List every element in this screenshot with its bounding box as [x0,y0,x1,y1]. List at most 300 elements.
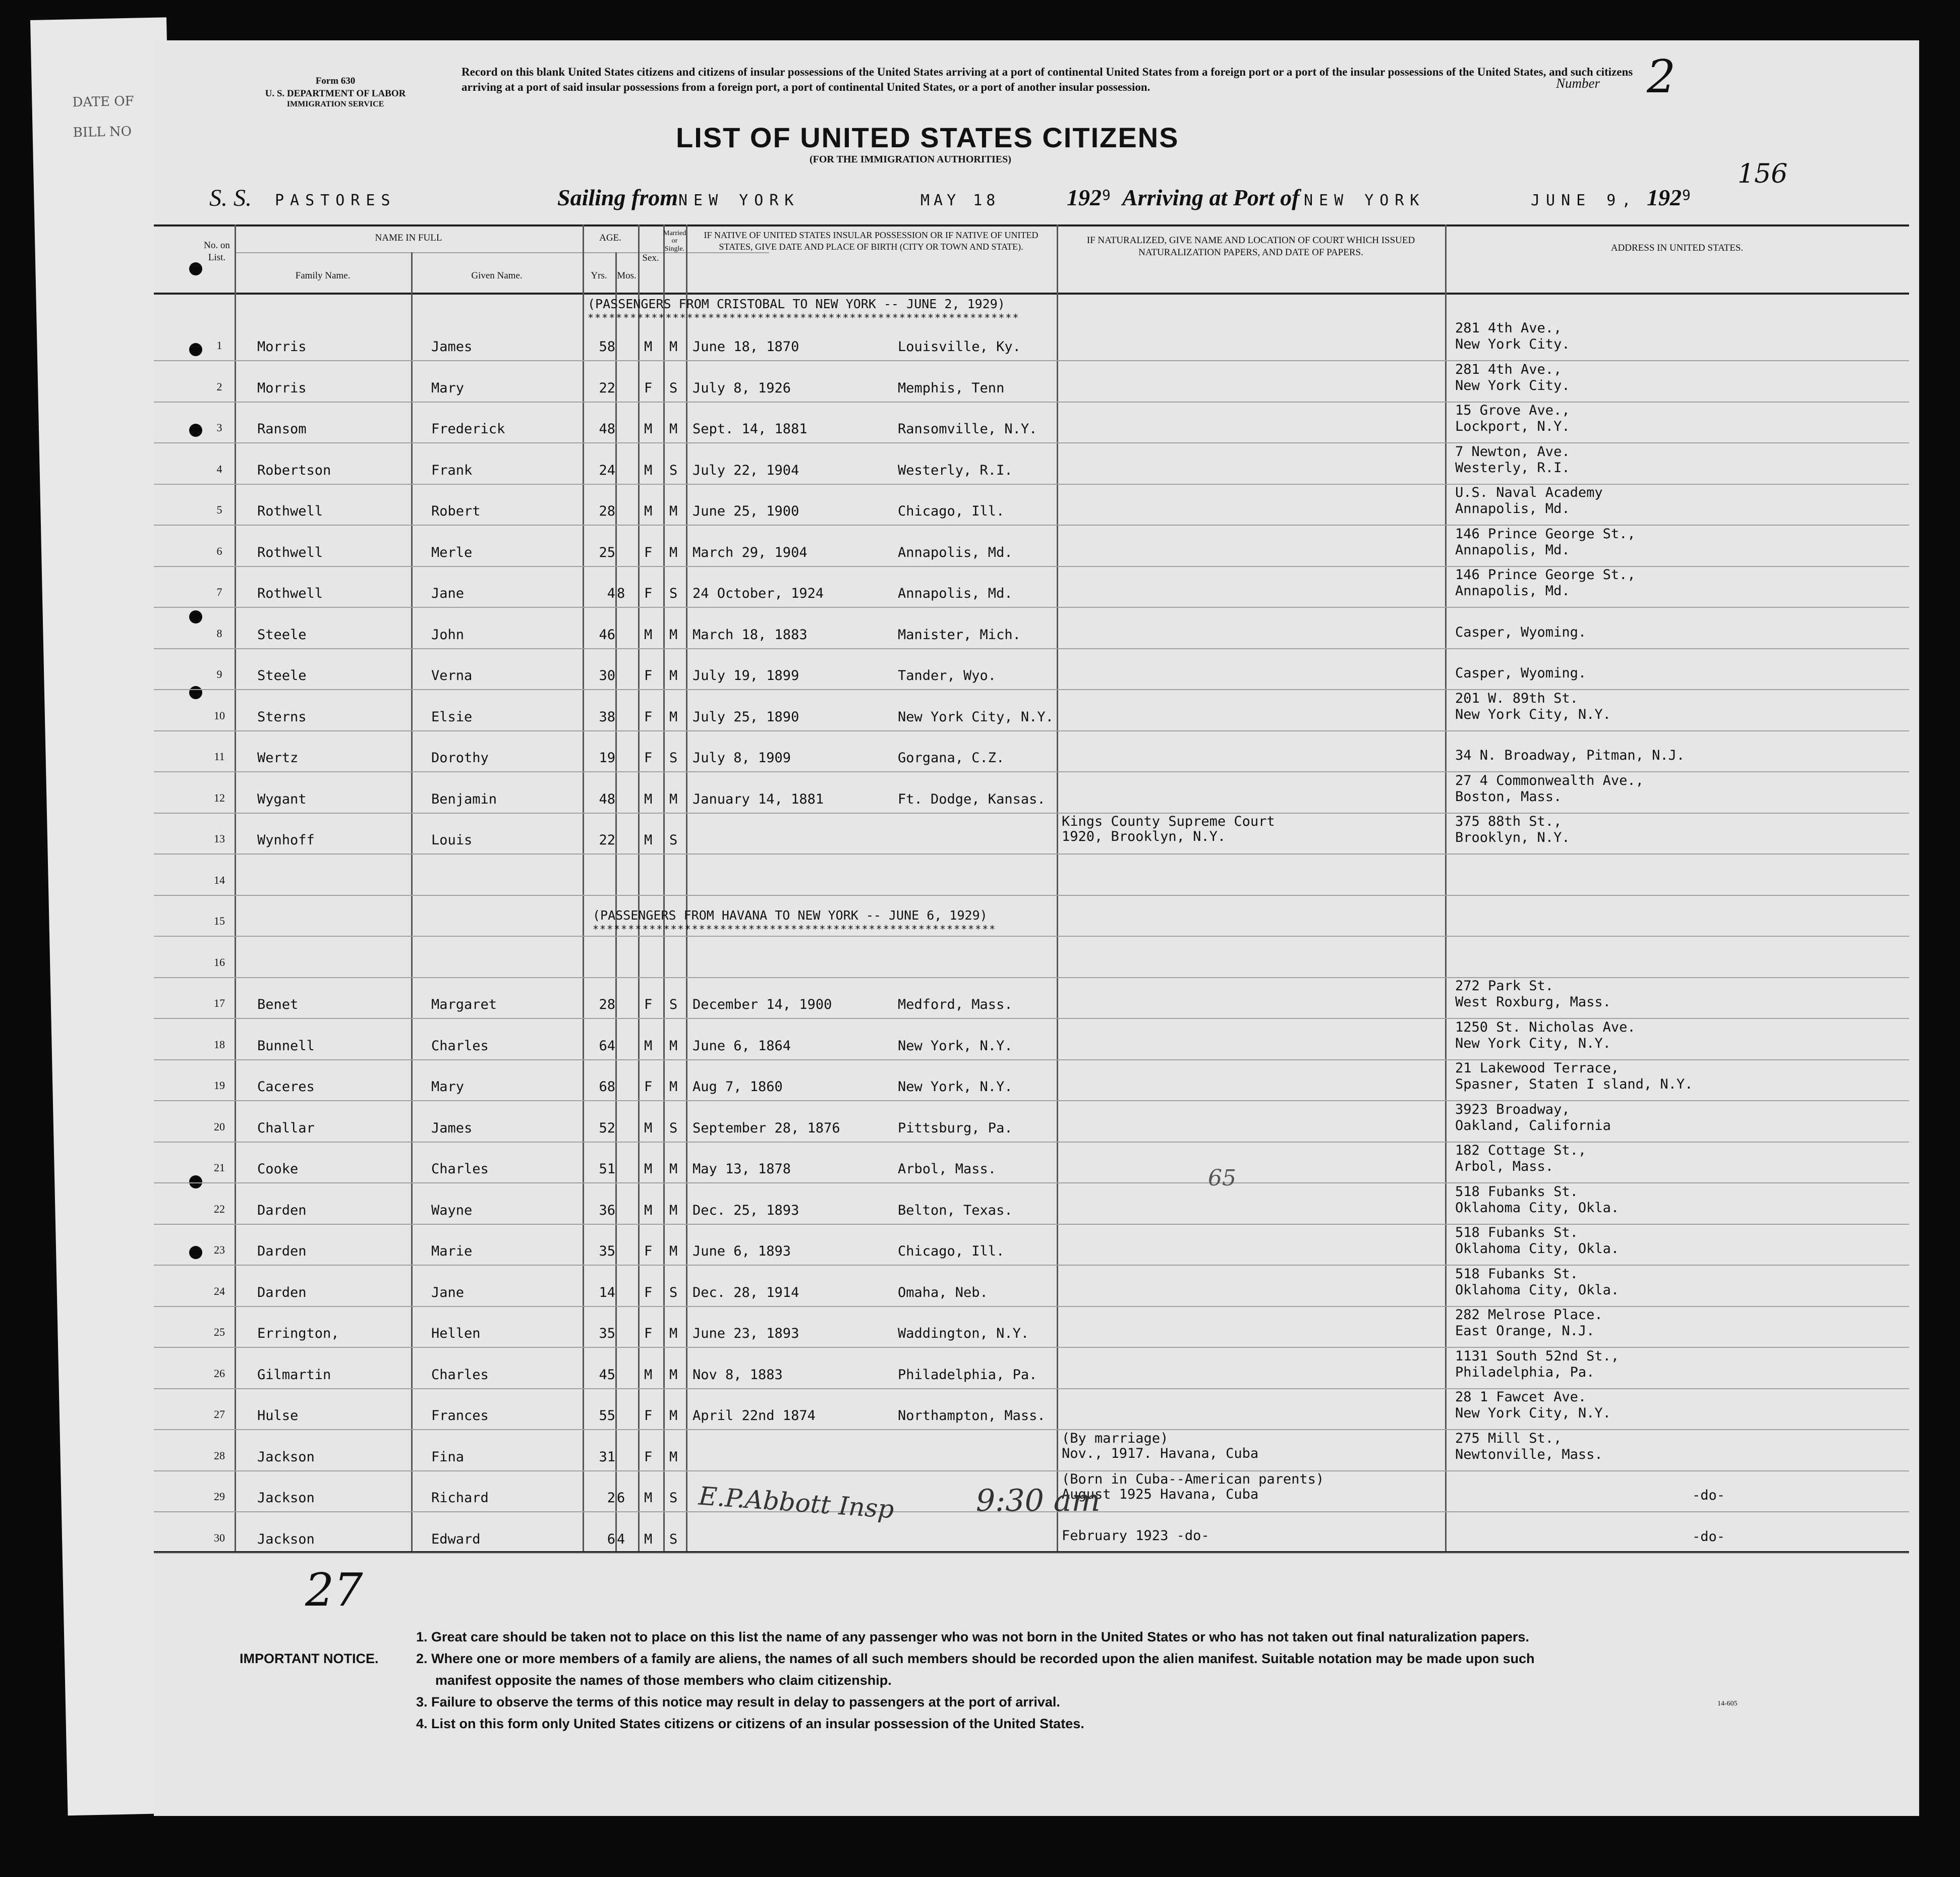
manifest-sheet [154,40,1919,1816]
col-header-family: Family Name. [295,270,351,281]
family-name: Rothwell [257,586,323,601]
age-years: 6 [607,1531,615,1547]
birth-date: July 25, 1890 [693,709,799,725]
birth-place: Belton, Texas. [898,1202,1013,1218]
given-name: James [431,339,473,355]
sex: M [644,791,653,807]
birth-date: December 14, 1900 [693,997,832,1012]
address-line-2: Brooklyn, N.Y. [1455,830,1570,845]
address-line-1: 3923 Broadway, [1455,1101,1570,1117]
col-divider [411,252,413,1551]
birth-place: Annapolis, Md. [898,544,1013,560]
given-name: Benjamin [431,791,497,807]
birth-place: Ransomville, N.Y. [898,421,1037,437]
age-months: 4 [617,1531,625,1547]
given-name: Charles [431,1367,489,1383]
row-number: 24 [214,1284,225,1297]
given-name: Wayne [431,1202,473,1218]
arrival-date: JUNE 9, [1531,192,1637,209]
row-rule [154,936,1909,937]
row-rule [154,1018,1909,1019]
address-line-2: Spasner, Staten I sland, N.Y. [1455,1076,1693,1092]
age-years: 24 [599,462,615,478]
col-divider [583,224,584,1551]
col-divider [663,224,665,1551]
address-line-1: 201 W. 89th St. [1455,690,1578,706]
address-line-1: 281 4th Ave., [1455,361,1562,377]
page-number: 156 [1738,159,1788,189]
address-line-1: 7 Newton, Ave. [1455,443,1570,460]
marital-status: S [669,750,678,766]
sex: M [644,832,653,848]
address-line-2: Oklahoma City, Okla. [1455,1241,1620,1257]
birth-place: Northampton, Mass. [898,1408,1046,1424]
sex: M [644,1367,653,1383]
row-number: 17 [214,997,225,1009]
sex: M [644,1202,653,1218]
birth-date: June 23, 1893 [693,1326,799,1341]
address-line-2: Arbol, Mass. [1455,1159,1554,1174]
family-name: Gilmartin [257,1367,331,1383]
naturalization-court: (Born in Cuba--American parents) [1062,1471,1324,1487]
marital-status: S [669,1120,678,1136]
address-line-2: 34 N. Broadway, Pitman, N.J. [1455,748,1685,763]
marital-status: S [669,1531,678,1547]
birth-date: June 6, 1864 [693,1038,791,1054]
sex: M [644,627,653,643]
sex: F [644,586,653,601]
given-name: Charles [431,1161,489,1177]
family-name: Cooke [257,1161,299,1177]
address-line-1: 518 Fubanks St. [1455,1183,1578,1200]
given-name: Jane [431,586,465,601]
row-rule [154,1347,1909,1348]
age-years: 48 [599,791,615,807]
passenger-count: 27 [305,1564,363,1617]
address-line-2: Annapolis, Md. [1455,583,1570,599]
form-code: 14-605 [1717,1700,1738,1708]
section-header-cristobal: (PASSENGERS FROM CRISTOBAL TO NEW YORK -- JUNE 2, 1929) [588,297,1005,311]
year-prefix-1: 192 [1067,185,1102,210]
row-rule [154,689,1909,690]
col-header-sex: Sex. [642,253,659,263]
family-name: Morris [257,380,307,396]
row-rule [154,1429,1909,1430]
family-name: Ransom [257,421,307,437]
family-name: Darden [257,1243,307,1259]
marital-status: S [669,997,678,1012]
birth-date: June 18, 1870 [693,339,799,355]
row-rule [154,977,1909,978]
sex: F [644,997,653,1012]
birth-place: Pittsburg, Pa. [898,1120,1013,1136]
col-header-mos: Mos. [617,270,637,281]
sex: M [644,1120,653,1136]
age-years: 4 [607,586,615,601]
col-header-name: NAME IN FULL [375,233,442,243]
marital-status: M [669,1449,678,1465]
address-line-1: 27 4 Commonwealth Ave., [1455,772,1644,788]
sex: F [644,709,653,725]
address-line-2: New York City, N.Y. [1455,706,1611,722]
family-name: Challar [257,1120,315,1136]
age-years: 22 [599,380,615,396]
row-number: 12 [214,791,225,804]
sex: F [644,668,653,684]
row-rule [154,607,1909,608]
age-years: 51 [599,1161,615,1177]
arriving-label: Arriving at Port of [1122,185,1300,210]
manifest-table [154,40,1919,1655]
row-number: 6 [216,544,222,557]
birth-date: July 8, 1909 [693,750,791,766]
naturalization-court: Kings County Supreme Court [1062,814,1275,829]
sex: M [644,503,653,519]
sex: M [644,421,653,437]
birth-place: New York, N.Y. [898,1079,1013,1095]
year-2: 9 [1682,187,1691,203]
row-rule [154,1388,1909,1389]
age-years: 45 [599,1367,615,1383]
sex: M [644,1490,653,1506]
sailing-label: Sailing from [557,185,678,210]
address-line-2: New York City, N.Y. [1455,1035,1611,1051]
birth-date: 24 October, 1924 [693,586,824,601]
given-name: Charles [431,1038,489,1054]
row-rule [154,771,1909,772]
age-years: 68 [599,1079,615,1095]
sex: F [644,1449,653,1465]
page-title: LIST OF UNITED STATES CITIZENS [676,122,1179,153]
address-line-1: 21 Lakewood Terrace, [1455,1060,1620,1076]
marital-status: M [669,544,678,560]
row-number: 21 [214,1161,225,1174]
row-rule [154,402,1909,403]
birth-date: September 28, 1876 [693,1120,840,1136]
birth-place: Chicago, Ill. [898,503,1005,519]
address-line-2: Westerly, R.I. [1455,460,1570,476]
number-label: Number [1556,76,1600,91]
family-name: Wertz [257,750,299,766]
sex: F [644,1408,653,1424]
marital-status: M [669,709,678,725]
row-number: 28 [214,1449,225,1462]
section-stars-havana: ********************************************************* [593,923,997,935]
address-line-1: U.S. Naval Academy [1455,485,1603,500]
given-name: Fina [431,1449,465,1465]
address-line-2: East Orange, N.J. [1455,1323,1595,1339]
marital-status: S [669,462,678,478]
age-years: 2 [607,1490,615,1506]
row-number: 20 [214,1120,225,1133]
address-line-1: 281 4th Ave., [1455,320,1562,336]
age-years: 38 [599,709,615,725]
family-name: Errington, [257,1326,339,1341]
sex: F [644,1326,653,1341]
margin-mark: 65 [1208,1165,1236,1191]
col-divider [1057,224,1058,1551]
marital-status: M [669,339,678,355]
row-rule [154,1100,1909,1101]
birth-place: Medford, Mass. [898,997,1013,1012]
given-name: Louis [431,832,473,848]
marital-status: M [669,1161,678,1177]
age-years: 46 [599,627,615,643]
address-line-2: -do- [1692,1528,1725,1545]
ship-name: PASTORES [275,192,396,209]
row-number: 15 [214,915,225,927]
given-name: Frank [431,462,473,478]
given-name: Verna [431,668,473,684]
notice-item-2: 2. Where one or more members of a family are aliens, the names of all such members should be recorded upon the alien manifest. Suitable notation may be made upon such [416,1651,1535,1666]
address-line-1: 375 88th St., [1455,814,1562,829]
to-port: NEW YORK [1304,192,1425,209]
age-years: 25 [599,544,615,560]
notice-item-3: 3. Failure to observe the terms of this notice may result in delay to passengers at the port of arrival. [416,1694,1060,1710]
age-years: 36 [599,1202,615,1218]
birth-date: Dec. 28, 1914 [693,1284,799,1300]
family-name: Morris [257,339,307,355]
sex: F [644,750,653,766]
col-header-no: No. on List. [204,240,230,263]
marital-status: M [669,1038,678,1054]
notice-item-2-cont: manifest opposite the names of those members who claim citizenship. [435,1673,892,1688]
birth-place: Annapolis, Md. [898,586,1013,601]
address-line-1: 272 Park St. [1455,978,1554,994]
year-1: 9 [1102,187,1111,203]
col-divider [686,224,687,1551]
age-years: 14 [599,1284,615,1300]
row-rule [154,1224,1909,1225]
address-line-2: Annapolis, Md. [1455,542,1570,558]
address-line-2: New York City. [1455,377,1570,393]
service: IMMIGRATION SERVICE [286,100,384,108]
birth-date: January 14, 1881 [693,791,824,807]
naturalization-detail: February 1923 -do- [1062,1527,1209,1544]
row-rule [154,813,1909,814]
age-years: 64 [599,1038,615,1054]
row-number: 2 [216,380,222,393]
birth-place: Philadelphia, Pa. [898,1367,1037,1383]
strip-label-bill: BILL NO [73,124,132,141]
notice-item-4: 4. List on this form only United States citizens or citizens of an insular possession of the United States. [416,1716,1084,1731]
age-months: 8 [617,586,625,601]
address-line-2: Newtonville, Mass. [1455,1446,1603,1462]
name-header-rule [235,252,769,253]
given-name: Hellen [431,1326,481,1341]
row-rule [154,648,1909,649]
birth-date: Nov 8, 1883 [693,1367,783,1383]
given-name: Mary [431,1079,465,1095]
number-value: 2 [1647,50,1676,103]
row-rule [154,360,1909,361]
col-divider [1445,224,1447,1551]
address-line-1: 182 Cottage St., [1455,1143,1587,1158]
row-rule [154,566,1909,567]
family-name: Robertson [257,462,331,478]
age-years: 31 [599,1449,615,1465]
birth-place: Louisville, Ky. [898,339,1021,355]
family-name: Steele [257,668,307,684]
row-number: 1 [216,339,222,352]
row-rule [154,484,1909,485]
naturalization-court: (By marriage) [1062,1430,1169,1446]
age-years: 55 [599,1408,615,1424]
birth-date: July 8, 1926 [693,380,791,396]
birth-date: April 22nd 1874 [693,1408,816,1424]
col-divider [638,224,640,1551]
address-line-2: Oakland, California [1455,1117,1611,1133]
sex: F [644,544,653,560]
family-name: Bunnell [257,1038,315,1054]
birth-date: May 13, 1878 [693,1161,791,1177]
family-name: Wynhoff [257,832,315,848]
address-line-2: Philadelphia, Pa. [1455,1364,1595,1380]
age-years: 22 [599,832,615,848]
birth-place: Tander, Wyo. [898,668,997,684]
marital-status: M [669,627,678,643]
sex: F [644,380,653,396]
row-number: 8 [216,627,222,640]
age-years: 35 [599,1243,615,1259]
from-port: NEW YORK [678,192,800,209]
birth-place: Manister, Mich. [898,627,1021,643]
given-name: James [431,1120,473,1136]
marital-status: S [669,832,678,848]
col-header-address: ADDRESS IN UNITED STATES. [1610,243,1744,253]
given-name: Frederick [431,421,505,437]
row-rule [154,1182,1909,1183]
sex: F [644,1079,653,1095]
given-name: Merle [431,544,473,560]
address-line-2: Boston, Mass. [1455,788,1562,805]
row-number: 9 [216,668,222,680]
age-years: 19 [599,750,615,766]
birth-date: Sept. 14, 1881 [693,421,808,437]
address-line-1: 146 Prince George St., [1455,526,1636,542]
address-line-2: Annapolis, Md. [1455,501,1570,517]
inspection-time: 9:30 am [976,1483,1101,1518]
marital-status: M [669,1202,678,1218]
age-years: 30 [599,668,615,684]
section-header-havana: (PASSENGERS FROM HAVANA TO NEW YORK -- JUNE 6, 1929) [593,908,988,923]
col-divider [615,252,617,1551]
birth-date: March 29, 1904 [693,544,808,560]
address-line-1: 282 Melrose Place. [1455,1307,1603,1323]
birth-date: June 25, 1900 [693,503,799,519]
given-name: Frances [431,1408,489,1424]
address-line-2: Casper, Wyoming. [1455,624,1587,640]
family-name: Steele [257,627,307,643]
birth-place: Memphis, Tenn [898,380,1005,396]
birth-date: Dec. 25, 1893 [693,1202,799,1218]
address-line-2: Oklahoma City, Okla. [1455,1200,1620,1216]
sex: F [644,1284,653,1300]
inspector-signature: E.P.Abbott Insp [698,1481,895,1524]
given-name: Richard [431,1490,489,1506]
family-name: Caceres [257,1079,315,1095]
birth-place: New York, N.Y. [898,1038,1013,1054]
birth-place: Westerly, R.I. [898,462,1013,478]
sex: F [644,1243,653,1259]
naturalization-detail: August 1925 Havana, Cuba [1062,1487,1259,1502]
form-number: Form 630 [315,76,356,86]
row-rule [154,1059,1909,1060]
form-instructions: Record on this blank United States citizens and citizens of insular possessions of the United States arriving at a port of continental United States from a foreign port or a port of the insular possessions of the United States, and such citizens arriving at a port of said insular possessions from a foreign port, a port of continental United States, or a port of another insular possession. [462,66,1633,93]
row-rule [154,525,1909,526]
address-line-2: Casper, Wyoming. [1455,665,1587,681]
birth-date: July 19, 1899 [693,668,799,684]
family-name: Rothwell [257,503,323,519]
sex: M [644,1161,653,1177]
family-name: Jackson [257,1531,315,1547]
marital-status: S [669,1284,678,1300]
birth-date: March 18, 1883 [693,627,808,643]
family-name: Jackson [257,1449,315,1465]
row-rule [154,1470,1909,1471]
page-subtitle: (FOR THE IMMIGRATION AUTHORITIES) [810,154,1011,165]
table-top-rule [154,224,1909,226]
col-header-given: Given Name. [471,270,523,281]
row-number: 11 [214,750,225,763]
age-years: 35 [599,1326,615,1341]
year-prefix-2: 192 [1647,185,1682,210]
age-months: 6 [617,1490,625,1506]
col-header-age: AGE. [599,233,621,243]
sex: M [644,1038,653,1054]
given-name: Jane [431,1284,465,1300]
col-header-yrs: Yrs. [591,270,607,281]
marital-status: M [669,1367,678,1383]
row-number: 18 [214,1038,225,1051]
address-line-1: 146 Prince George St., [1455,567,1636,583]
marital-status: M [669,421,678,437]
given-name: Edward [431,1531,481,1547]
marital-status: S [669,586,678,601]
given-name: Marie [431,1243,473,1259]
given-name: Elsie [431,709,473,725]
birth-place: Arbol, Mass. [898,1161,997,1177]
row-rule [154,1553,1909,1554]
section-stars-cristobal: ************************************************************* [588,312,1020,324]
given-name: John [431,627,465,643]
birth-place: Ft. Dodge, Kansas. [898,791,1046,807]
given-name: Mary [431,380,465,396]
strip-label-date: DATE OF [72,93,134,110]
row-rule [154,442,1909,443]
marital-status: M [669,668,678,684]
address-line-1: 1250 St. Nicholas Ave. [1455,1019,1636,1035]
row-number: 19 [214,1079,225,1092]
row-number: 4 [216,462,222,475]
row-number: 14 [214,873,225,886]
marital-status: M [669,1408,678,1424]
row-rule [154,1142,1909,1143]
marital-status: M [669,1326,678,1341]
family-name: Hulse [257,1408,299,1424]
header-bottom-rule [154,293,1909,295]
row-number: 26 [214,1367,225,1380]
age-years: 28 [599,503,615,519]
row-number: 16 [214,955,225,969]
age-years: 52 [599,1120,615,1136]
given-name: Robert [431,503,481,519]
address-line-2: -do- [1692,1488,1725,1503]
row-rule [154,1306,1909,1307]
family-name: Darden [257,1202,307,1218]
row-number: 5 [216,503,222,516]
notice-label: IMPORTANT NOTICE. [240,1651,379,1666]
